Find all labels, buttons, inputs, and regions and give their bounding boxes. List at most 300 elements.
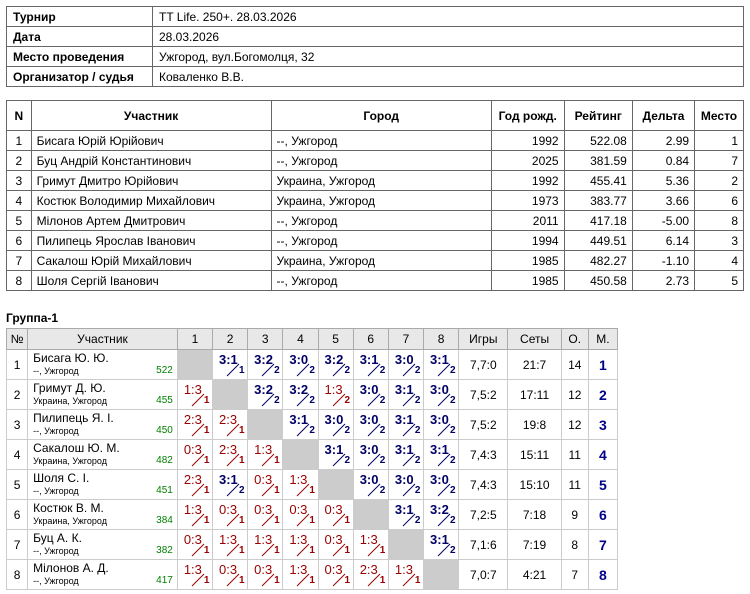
participant-cell: 8 — [695, 211, 744, 231]
match-score: 1:3 — [183, 562, 202, 577]
match-cell — [213, 410, 248, 440]
match-cell — [248, 470, 283, 500]
player-cell — [28, 470, 178, 500]
match-cell — [353, 530, 388, 560]
games: 7,2:5 — [459, 500, 508, 530]
games: 7,0:7 — [459, 560, 508, 590]
match-score: 3:1 — [359, 352, 379, 367]
slash-icon — [226, 453, 240, 467]
participant-cell: Гримут Дмитро Юрійович — [31, 171, 271, 191]
group-title: Группа-1 — [6, 311, 59, 325]
slash-icon — [437, 423, 451, 437]
place: 1 — [588, 350, 617, 380]
player-city: Украина, Ужгород — [33, 396, 107, 406]
slash-icon — [191, 423, 205, 437]
participant-row — [7, 171, 744, 191]
participant-cell: --, Ужгород — [271, 131, 491, 151]
participant-row — [7, 271, 744, 291]
match-cell — [283, 470, 318, 500]
match-score: 0:3 — [183, 442, 202, 457]
player-rating: 384 — [156, 515, 173, 526]
slash-icon — [332, 453, 346, 467]
place: 8 — [588, 560, 617, 590]
player-rating: 450 — [156, 425, 173, 436]
match-order: 1 — [309, 515, 315, 526]
grid-header: 2 — [213, 329, 248, 350]
player-cell — [28, 530, 178, 560]
match-cell — [424, 470, 459, 500]
games: 7,4:3 — [459, 440, 508, 470]
points: 12 — [561, 410, 588, 440]
match-order: 2 — [274, 365, 280, 376]
match-score: 3:0 — [394, 352, 414, 367]
slash-icon — [437, 363, 451, 377]
participants-header: Рейтинг — [564, 101, 632, 131]
match-order: 2 — [450, 395, 456, 406]
match-cell — [318, 410, 353, 440]
player-city: --, Ужгород — [33, 576, 79, 586]
player-rating: 382 — [156, 545, 173, 556]
participant-cell: -5.00 — [632, 211, 694, 231]
match-score: 1:3 — [394, 562, 413, 577]
match-score: 2:3 — [219, 412, 238, 427]
participant-cell: 2011 — [491, 211, 564, 231]
participant-cell: --, Ужгород — [271, 211, 491, 231]
match-cell — [177, 530, 212, 560]
participant-cell: 449.51 — [564, 231, 632, 251]
match-order: 2 — [344, 425, 351, 436]
participant-row — [7, 251, 744, 271]
player-name: Сакалош Ю. М. — [33, 441, 120, 455]
match-order: 1 — [203, 485, 210, 496]
place: 6 — [588, 500, 617, 530]
match-order: 2 — [274, 395, 280, 406]
slash-icon — [437, 393, 451, 407]
match-order: 2 — [309, 365, 315, 376]
self-cell — [424, 560, 459, 590]
player-number: 8 — [7, 560, 28, 590]
player-number: 2 — [7, 380, 28, 410]
match-cell — [353, 350, 388, 380]
match-cell — [283, 500, 318, 530]
participant-row — [7, 131, 744, 151]
match-cell — [353, 560, 388, 590]
match-score: 1:3 — [183, 502, 202, 517]
match-score: 0:3 — [219, 502, 238, 517]
match-score: 3:0 — [430, 382, 449, 397]
participant-cell: 3 — [695, 231, 744, 251]
self-cell — [248, 410, 283, 440]
match-score: 0:3 — [183, 532, 202, 547]
participant-cell: 455.41 — [564, 171, 632, 191]
slash-icon — [191, 453, 205, 467]
match-cell — [424, 500, 459, 530]
info-value: 28.03.2026 — [153, 27, 744, 47]
match-score: 3:1 — [430, 442, 449, 457]
match-order: 2 — [450, 485, 456, 496]
slash-icon — [296, 513, 310, 527]
place: 2 — [588, 380, 617, 410]
match-order: 1 — [274, 515, 280, 526]
grid-header: 3 — [248, 329, 283, 350]
group-results-grid — [6, 328, 618, 590]
match-order: 2 — [414, 425, 421, 436]
slash-icon — [402, 393, 416, 407]
match-score: 3:1 — [394, 442, 414, 457]
slash-icon — [296, 543, 310, 557]
match-score: 3:0 — [359, 472, 379, 487]
match-score: 3:1 — [219, 472, 238, 487]
player-number: 1 — [7, 350, 28, 380]
match-score: 3:2 — [254, 382, 273, 397]
match-score: 3:0 — [430, 412, 449, 427]
place: 7 — [588, 530, 617, 560]
participant-cell: 2.73 — [632, 271, 694, 291]
grid-row — [7, 530, 618, 560]
sets: 15:10 — [508, 470, 561, 500]
grid-header: 6 — [353, 329, 388, 350]
match-cell — [177, 410, 212, 440]
participant-cell: 522.08 — [564, 131, 632, 151]
slash-icon — [367, 573, 381, 587]
match-order: 2 — [379, 365, 386, 376]
match-score: 3:2 — [289, 382, 309, 397]
match-cell — [213, 350, 248, 380]
match-order: 2 — [414, 395, 421, 406]
slash-icon — [261, 483, 275, 497]
player-name: Пилипець Я. І. — [33, 411, 114, 425]
participant-cell: 1 — [7, 131, 32, 151]
grid-header: Игры — [459, 329, 508, 350]
participants-header: Место — [695, 101, 744, 131]
games: 7,5:2 — [459, 410, 508, 440]
match-score: 0:3 — [254, 472, 273, 487]
slash-icon — [226, 513, 240, 527]
participant-cell: 5 — [7, 211, 32, 231]
participant-cell: 7 — [7, 251, 32, 271]
player-number: 5 — [7, 470, 28, 500]
match-order: 2 — [379, 455, 386, 466]
slash-icon — [261, 393, 275, 407]
participant-cell: Бисага Юрій Юрійович — [31, 131, 271, 151]
participant-cell: 1992 — [491, 171, 564, 191]
participant-cell: --, Ужгород — [271, 231, 491, 251]
match-order: 1 — [203, 425, 210, 436]
participant-cell: 5.36 — [632, 171, 694, 191]
match-score: 3:1 — [394, 382, 414, 397]
info-key: Место проведения — [7, 47, 153, 67]
match-score: 3:0 — [359, 382, 379, 397]
participant-cell: 1985 — [491, 271, 564, 291]
match-cell — [388, 500, 423, 530]
match-order: 1 — [379, 545, 386, 556]
match-score: 3:1 — [394, 502, 414, 517]
points: 8 — [561, 530, 588, 560]
points: 11 — [561, 470, 588, 500]
match-cell — [424, 530, 459, 560]
info-row — [7, 67, 744, 87]
slash-icon — [296, 363, 310, 377]
participant-cell: Сакалош Юрій Михайлович — [31, 251, 271, 271]
slash-icon — [437, 513, 451, 527]
slash-icon — [296, 393, 310, 407]
player-number: 7 — [7, 530, 28, 560]
match-order: 1 — [344, 545, 351, 556]
match-score: 1:3 — [359, 532, 378, 547]
player-rating: 522 — [156, 365, 173, 376]
slash-icon — [332, 543, 346, 557]
slash-icon — [367, 423, 381, 437]
match-score: 1:3 — [289, 532, 308, 547]
match-cell — [248, 500, 283, 530]
place: 4 — [588, 440, 617, 470]
info-value: Коваленко В.В. — [153, 67, 744, 87]
grid-header: Участник — [28, 329, 178, 350]
match-score: 3:0 — [359, 442, 379, 457]
match-score: 0:3 — [254, 502, 273, 517]
slash-icon — [332, 573, 346, 587]
match-order: 2 — [414, 515, 421, 526]
participant-cell: Буц Андрій Константинович — [31, 151, 271, 171]
match-order: 1 — [274, 545, 280, 556]
match-cell — [283, 530, 318, 560]
slash-icon — [332, 423, 346, 437]
match-cell — [177, 560, 212, 590]
points: 11 — [561, 440, 588, 470]
match-cell — [388, 470, 423, 500]
match-score: 0:3 — [324, 502, 343, 517]
slash-icon — [226, 483, 240, 497]
sets: 21:7 — [508, 350, 561, 380]
match-order: 1 — [274, 455, 280, 466]
match-order: 1 — [309, 485, 315, 496]
participant-cell: 4 — [695, 251, 744, 271]
match-order: 1 — [239, 455, 245, 466]
sets: 19:8 — [508, 410, 561, 440]
match-order: 1 — [203, 545, 210, 556]
slash-icon — [191, 483, 205, 497]
match-score: 0:3 — [289, 502, 308, 517]
participant-cell: 450.58 — [564, 271, 632, 291]
participant-cell: Украина, Ужгород — [271, 191, 491, 211]
match-score: 0:3 — [254, 562, 273, 577]
match-order: 1 — [344, 515, 351, 526]
participant-cell: Шоля Сергій Іванович — [31, 271, 271, 291]
info-row — [7, 47, 744, 67]
player-cell — [28, 380, 178, 410]
self-cell — [283, 440, 318, 470]
match-score: 1:3 — [254, 532, 273, 547]
match-cell — [248, 440, 283, 470]
participant-cell: 6 — [695, 191, 744, 211]
match-order: 1 — [203, 575, 210, 586]
slash-icon — [226, 363, 240, 377]
slash-icon — [402, 483, 416, 497]
self-cell — [318, 470, 353, 500]
participants-header: Дельта — [632, 101, 694, 131]
slash-icon — [191, 513, 205, 527]
match-cell — [213, 500, 248, 530]
match-cell — [283, 560, 318, 590]
player-city: --, Ужгород — [33, 546, 79, 556]
slash-icon — [296, 573, 310, 587]
player-city: --, Ужгород — [33, 486, 79, 496]
match-cell — [213, 530, 248, 560]
match-cell — [177, 500, 212, 530]
match-cell — [283, 380, 318, 410]
participant-cell: 7 — [695, 151, 744, 171]
match-order: 1 — [203, 395, 210, 406]
match-order: 1 — [309, 575, 315, 586]
slash-icon — [402, 453, 416, 467]
match-score: 1:3 — [183, 382, 202, 397]
participants-header: Город — [271, 101, 491, 131]
grid-header: 5 — [318, 329, 353, 350]
match-cell — [318, 560, 353, 590]
match-cell — [353, 410, 388, 440]
match-score: 3:0 — [324, 412, 344, 427]
sets: 7:18 — [508, 500, 561, 530]
player-rating: 482 — [156, 455, 173, 466]
grid-header: № — [7, 329, 28, 350]
match-score: 1:3 — [289, 562, 308, 577]
player-rating: 451 — [156, 485, 173, 496]
self-cell — [388, 530, 423, 560]
participant-cell: 6 — [7, 231, 32, 251]
match-cell — [318, 380, 353, 410]
match-score: 3:1 — [289, 412, 309, 427]
tournament-info-table — [6, 6, 744, 87]
points: 14 — [561, 350, 588, 380]
match-order: 1 — [344, 575, 351, 586]
participant-cell: 381.59 — [564, 151, 632, 171]
player-name: Буц А. К. — [33, 531, 82, 545]
participant-cell: 417.18 — [564, 211, 632, 231]
slash-icon — [367, 363, 381, 377]
match-score: 1:3 — [219, 532, 238, 547]
slash-icon — [402, 423, 416, 437]
slash-icon — [437, 543, 451, 557]
info-key: Турнир — [7, 7, 153, 27]
match-cell — [388, 380, 423, 410]
player-rating: 455 — [156, 395, 173, 406]
grid-row — [7, 500, 618, 530]
match-order: 2 — [309, 395, 315, 406]
slash-icon — [367, 483, 381, 497]
points: 9 — [561, 500, 588, 530]
match-order: 2 — [344, 455, 351, 466]
player-city: --, Ужгород — [33, 366, 79, 376]
match-score: 0:3 — [324, 532, 343, 547]
player-name: Гримут Д. Ю. — [33, 381, 106, 395]
match-score: 3:0 — [359, 412, 379, 427]
match-cell — [177, 470, 212, 500]
slash-icon — [296, 423, 310, 437]
slash-icon — [367, 453, 381, 467]
player-city: Украина, Ужгород — [33, 516, 107, 526]
match-order: 1 — [414, 575, 421, 586]
match-order: 1 — [239, 365, 245, 376]
match-order: 1 — [239, 515, 245, 526]
participant-row — [7, 231, 744, 251]
slash-icon — [332, 513, 346, 527]
participant-row — [7, 191, 744, 211]
match-order: 1 — [239, 425, 245, 436]
participant-cell: Пилипець Ярослав Іванович — [31, 231, 271, 251]
match-order: 2 — [450, 425, 456, 436]
match-order: 2 — [450, 455, 456, 466]
player-name: Костюк В. М. — [33, 501, 104, 515]
match-score: 1:3 — [324, 382, 343, 397]
participant-cell: 8 — [7, 271, 32, 291]
match-score: 3:0 — [289, 352, 309, 367]
participant-cell: 3 — [7, 171, 32, 191]
match-order: 2 — [450, 545, 456, 556]
info-value: TT Life. 250+. 28.03.2026 — [153, 7, 744, 27]
player-name: Шоля С. І. — [33, 471, 90, 485]
slash-icon — [261, 363, 275, 377]
sets: 17:11 — [508, 380, 561, 410]
match-cell — [318, 530, 353, 560]
participant-cell: Украина, Ужгород — [271, 251, 491, 271]
self-cell — [213, 380, 248, 410]
match-cell — [248, 530, 283, 560]
sets: 15:11 — [508, 440, 561, 470]
match-cell — [353, 470, 388, 500]
match-score: 2:3 — [219, 442, 238, 457]
match-order: 1 — [203, 455, 210, 466]
games: 7,1:6 — [459, 530, 508, 560]
slash-icon — [402, 513, 416, 527]
participant-cell: 3.66 — [632, 191, 694, 211]
player-name: Мілонов А. Д. — [33, 561, 109, 575]
grid-header: Сеты — [508, 329, 561, 350]
info-key: Организатор / судья — [7, 67, 153, 87]
participant-cell: --, Ужгород — [271, 271, 491, 291]
slash-icon — [296, 483, 310, 497]
participants-header: Год рожд. — [491, 101, 564, 131]
match-cell — [353, 380, 388, 410]
slash-icon — [367, 543, 381, 557]
player-rating: 417 — [156, 575, 173, 586]
participant-cell: 0.84 — [632, 151, 694, 171]
match-cell — [424, 410, 459, 440]
match-score: 2:3 — [183, 472, 202, 487]
match-cell — [424, 350, 459, 380]
participant-cell: 1994 — [491, 231, 564, 251]
participant-cell: 2025 — [491, 151, 564, 171]
match-score: 0:3 — [324, 562, 343, 577]
match-order: 2 — [379, 425, 386, 436]
match-score: 3:1 — [430, 532, 449, 547]
match-score: 1:3 — [254, 442, 273, 457]
player-number: 6 — [7, 500, 28, 530]
match-cell — [388, 410, 423, 440]
match-order: 1 — [274, 485, 280, 496]
match-cell — [353, 440, 388, 470]
slash-icon — [261, 543, 275, 557]
match-score: 1:3 — [289, 472, 308, 487]
slash-icon — [261, 453, 275, 467]
match-score: 3:0 — [394, 472, 414, 487]
player-number: 4 — [7, 440, 28, 470]
grid-row — [7, 350, 618, 380]
participant-row — [7, 151, 744, 171]
grid-row — [7, 560, 618, 590]
participant-cell: Мілонов Артем Дмитрович — [31, 211, 271, 231]
grid-header: М. — [588, 329, 617, 350]
slash-icon — [226, 423, 240, 437]
